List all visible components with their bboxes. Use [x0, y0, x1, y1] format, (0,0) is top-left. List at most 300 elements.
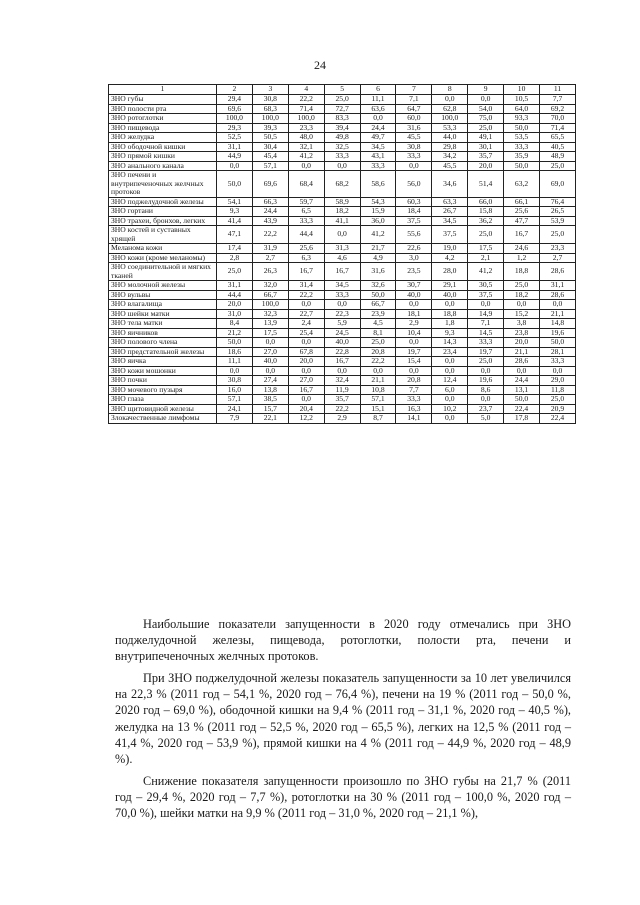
- table-cell: 0,0: [432, 395, 468, 405]
- table-cell: 4,2: [432, 253, 468, 263]
- table-cell: 3,0: [396, 253, 432, 263]
- table-cell: 32,6: [360, 281, 396, 291]
- table-row: [109, 376, 576, 386]
- table-cell: 6,3: [288, 253, 324, 263]
- table-cell: 33,3: [396, 395, 432, 405]
- table-cell: 12,4: [432, 376, 468, 386]
- table-cell: 20,8: [396, 376, 432, 386]
- table-cell: 49,7: [360, 133, 396, 143]
- table-cell: 37,5: [396, 216, 432, 226]
- table-cell: 14,8: [540, 319, 576, 329]
- table-cell: 28,6: [504, 357, 540, 367]
- table-cell: 41,2: [360, 226, 396, 244]
- table-cell: 33,3: [360, 161, 396, 171]
- table-cell: 0,0: [396, 161, 432, 171]
- table-cell: 36,0: [360, 216, 396, 226]
- table-cell: 53,3: [432, 123, 468, 133]
- row-label: ЗНО вульвы: [109, 290, 217, 300]
- row-label: Злокачественные лимфомы: [109, 414, 217, 424]
- paragraph: Снижение показателя запущенности произошло по ЗНО губы на 21,7 % (2011 год – 29,4 %, 2020 год – 7,7 %), ротоглотки на 30 % (2011 год – 100,0 %, 2020 год – 70,0 %), шейки матки на 9,9 % (2011 год – 31,0 %, 2020 год – 21,1 %),: [115, 773, 571, 821]
- column-header: 10: [504, 85, 540, 95]
- table-cell: 30,7: [396, 281, 432, 291]
- table-cell: 2,1: [468, 253, 504, 263]
- table-cell: 63,6: [360, 104, 396, 114]
- body-text: [115, 616, 571, 827]
- table-cell: 50,0: [360, 290, 396, 300]
- table-cell: 64,7: [396, 104, 432, 114]
- table-cell: 76,4: [540, 197, 576, 207]
- table-cell: 50,0: [217, 171, 253, 198]
- table-cell: 24,4: [252, 207, 288, 217]
- table-cell: 40,0: [432, 290, 468, 300]
- table-cell: 39,4: [324, 123, 360, 133]
- table-cell: 0,0: [432, 414, 468, 424]
- column-header: 8: [432, 85, 468, 95]
- table-row: [109, 207, 576, 217]
- table-cell: 68,3: [252, 104, 288, 114]
- table-cell: 0,0: [324, 226, 360, 244]
- table-cell: 27,0: [288, 376, 324, 386]
- table-cell: 11,8: [540, 385, 576, 395]
- table-cell: 33,3: [396, 152, 432, 162]
- table-cell: 5,0: [468, 414, 504, 424]
- row-label: ЗНО яичка: [109, 357, 217, 367]
- table-cell: 68,2: [324, 171, 360, 198]
- table-row: [109, 319, 576, 329]
- table-cell: 23,8: [504, 328, 540, 338]
- table-cell: 28,0: [432, 263, 468, 281]
- table-row: [109, 171, 576, 198]
- table-cell: 66,7: [252, 290, 288, 300]
- table-cell: 15,9: [360, 207, 396, 217]
- table-cell: 63,3: [432, 197, 468, 207]
- table-cell: 32,5: [324, 142, 360, 152]
- table-cell: 4,6: [324, 253, 360, 263]
- table-cell: 0,0: [360, 366, 396, 376]
- table-cell: 39,3: [252, 123, 288, 133]
- table-cell: 17,4: [217, 244, 253, 254]
- table-cell: 7,1: [468, 319, 504, 329]
- table-cell: 25,0: [324, 95, 360, 105]
- table-cell: 23,9: [360, 309, 396, 319]
- page-number: 24: [314, 58, 326, 72]
- table-row: [109, 395, 576, 405]
- table-cell: 33,3: [468, 338, 504, 348]
- table-cell: 49,8: [324, 133, 360, 143]
- row-label: ЗНО влагалища: [109, 300, 217, 310]
- table-cell: 21,1: [360, 376, 396, 386]
- table-cell: 18,8: [432, 309, 468, 319]
- row-label: ЗНО яичников: [109, 328, 217, 338]
- table-cell: 21,2: [217, 328, 253, 338]
- table-cell: 41,2: [468, 263, 504, 281]
- table-cell: 0,0: [432, 357, 468, 367]
- table-cell: 29,4: [217, 95, 253, 105]
- table-cell: 2,9: [324, 414, 360, 424]
- table-cell: 25,0: [540, 395, 576, 405]
- table-cell: 32,1: [288, 142, 324, 152]
- paragraph: Наибольшие показатели запущенности в 2020 году отмечались при ЗНО поджелудочной железы, пищевода, ротоглотки, полости рта, печени и внутрипеченочных желчных протоков.: [115, 617, 571, 664]
- table-cell: 66,1: [504, 197, 540, 207]
- row-label: ЗНО прямой кишки: [109, 152, 217, 162]
- table-cell: 20,0: [468, 161, 504, 171]
- table-cell: 0,0: [288, 300, 324, 310]
- column-header: 1: [109, 85, 217, 95]
- table-cell: 13,8: [252, 385, 288, 395]
- table-row: [109, 263, 576, 281]
- table-cell: 16,3: [396, 404, 432, 414]
- table-cell: 37,5: [432, 226, 468, 244]
- table-cell: 0,0: [217, 161, 253, 171]
- table-cell: 52,5: [217, 133, 253, 143]
- table-cell: 22,2: [288, 290, 324, 300]
- table-cell: 22,2: [360, 357, 396, 367]
- table-cell: 31,6: [396, 123, 432, 133]
- table-cell: 40,0: [396, 290, 432, 300]
- table-cell: 22,7: [288, 309, 324, 319]
- table-cell: 50,0: [504, 123, 540, 133]
- table-cell: 0,0: [324, 300, 360, 310]
- table-cell: 8,4: [217, 319, 253, 329]
- table-cell: 4,5: [360, 319, 396, 329]
- row-label: ЗНО поджелудочной железы: [109, 197, 217, 207]
- table-cell: 2,4: [288, 319, 324, 329]
- table-cell: 66,0: [468, 197, 504, 207]
- table-cell: 33,3: [540, 357, 576, 367]
- paragraph: При ЗНО поджелудочной железы показатель запущенности за 10 лет увеличился на 22,3 % (2011 год – 54,1 %, 2020 год – 76,4 %), печени на 19 % (2011 год – 50,0 %, 2020 год – 69,0 %), ободочной кишки на 9,4 % (2011 год – 31,1 %, 2020 год – 40,5 %), желудка на 13 % (2011 год – 52,5 %, 2020 год – 65,5 %), легких на 12,5 % (2011 год – 41,4 %, 2020 год – 53,9 %), прямой кишки на 4 % (2011 год – 44,9 %, 2020 год – 48,9 %).: [115, 671, 571, 766]
- table-body: [109, 95, 576, 424]
- table-cell: 3,8: [504, 319, 540, 329]
- table-cell: 10,4: [396, 328, 432, 338]
- table-cell: 47,1: [217, 226, 253, 244]
- table-cell: 10,2: [432, 404, 468, 414]
- table-cell: 7,1: [396, 95, 432, 105]
- table-cell: 45,5: [396, 133, 432, 143]
- table-cell: 17,5: [252, 328, 288, 338]
- row-label: ЗНО печени и внутрипеченочных желчных протоков: [109, 171, 217, 198]
- table-cell: 0,0: [288, 395, 324, 405]
- table-cell: 31,9: [252, 244, 288, 254]
- table-cell: 25,0: [504, 281, 540, 291]
- table-cell: 16,7: [324, 263, 360, 281]
- table-cell: 14,9: [468, 309, 504, 319]
- table-cell: 35,7: [468, 152, 504, 162]
- table-cell: 8,1: [360, 328, 396, 338]
- table-row: [109, 414, 576, 424]
- row-label: ЗНО желудка: [109, 133, 217, 143]
- column-header: 3: [252, 85, 288, 95]
- row-label: ЗНО щитовидной железы: [109, 404, 217, 414]
- table-cell: 70,0: [540, 114, 576, 124]
- table-cell: 25,0: [360, 338, 396, 348]
- table-cell: 31,6: [360, 263, 396, 281]
- table-cell: 65,5: [540, 133, 576, 143]
- table-cell: 20,0: [288, 357, 324, 367]
- table-cell: 16,7: [288, 385, 324, 395]
- table-cell: 25,0: [540, 226, 576, 244]
- table-cell: 48,0: [288, 133, 324, 143]
- table-cell: 22,2: [252, 226, 288, 244]
- table-cell: 23,7: [468, 404, 504, 414]
- table-cell: 9,3: [432, 328, 468, 338]
- table-cell: 40,0: [324, 338, 360, 348]
- table-cell: 69,0: [540, 171, 576, 198]
- table-cell: 4,9: [360, 253, 396, 263]
- table-cell: 26,7: [432, 207, 468, 217]
- table-cell: 0,0: [252, 338, 288, 348]
- table-cell: 83,3: [324, 114, 360, 124]
- row-label: ЗНО пищевода: [109, 123, 217, 133]
- row-label: ЗНО кожи мошонки: [109, 366, 217, 376]
- table-cell: 2,8: [217, 253, 253, 263]
- table-cell: 19,6: [468, 376, 504, 386]
- table-cell: 5,9: [324, 319, 360, 329]
- row-label: ЗНО губы: [109, 95, 217, 105]
- table-cell: 23,4: [432, 347, 468, 357]
- table-cell: 31,3: [324, 244, 360, 254]
- table-cell: 11,1: [360, 95, 396, 105]
- table-cell: 19,6: [540, 328, 576, 338]
- row-label: ЗНО кожи (кроме меланомы): [109, 253, 217, 263]
- table-cell: 22,6: [396, 244, 432, 254]
- table-cell: 22,8: [324, 347, 360, 357]
- table-cell: 31,0: [217, 309, 253, 319]
- table-row: [109, 133, 576, 143]
- column-header: 4: [288, 85, 324, 95]
- table-header-row: [109, 85, 576, 95]
- table-cell: 0,0: [360, 114, 396, 124]
- table-cell: 50,0: [540, 338, 576, 348]
- table-cell: 22,4: [540, 414, 576, 424]
- table-cell: 15,1: [360, 404, 396, 414]
- table-cell: 2,7: [540, 253, 576, 263]
- table-cell: 18,1: [396, 309, 432, 319]
- table-cell: 40,5: [540, 142, 576, 152]
- table-cell: 34,5: [324, 281, 360, 291]
- row-label: ЗНО предстательной железы: [109, 347, 217, 357]
- table-cell: 13,1: [504, 385, 540, 395]
- table-cell: 47,7: [504, 216, 540, 226]
- table-cell: 26,3: [252, 263, 288, 281]
- table-cell: 100,0: [252, 114, 288, 124]
- table-cell: 0,0: [468, 300, 504, 310]
- table-row: [109, 338, 576, 348]
- table-cell: 32,3: [252, 309, 288, 319]
- table-cell: 18,2: [324, 207, 360, 217]
- table-cell: 17,5: [468, 244, 504, 254]
- row-label: ЗНО тела матки: [109, 319, 217, 329]
- table-cell: 51,4: [468, 171, 504, 198]
- table-cell: 18,6: [217, 347, 253, 357]
- table-cell: 66,3: [252, 197, 288, 207]
- table-cell: 20,9: [540, 404, 576, 414]
- column-header: 7: [396, 85, 432, 95]
- table-cell: 0,0: [252, 366, 288, 376]
- table-cell: 69,6: [217, 104, 253, 114]
- table-cell: 29,8: [432, 142, 468, 152]
- table-cell: 10,8: [360, 385, 396, 395]
- table-cell: 23,3: [288, 123, 324, 133]
- table-cell: 34,5: [360, 142, 396, 152]
- table-cell: 30,8: [252, 95, 288, 105]
- table-cell: 19,7: [396, 347, 432, 357]
- table-cell: 7,7: [540, 95, 576, 105]
- table-cell: 34,2: [432, 152, 468, 162]
- table-cell: 72,7: [324, 104, 360, 114]
- table-cell: 32,4: [324, 376, 360, 386]
- table-cell: 43,1: [360, 152, 396, 162]
- table-cell: 58,9: [324, 197, 360, 207]
- table-cell: 35,7: [324, 395, 360, 405]
- table-cell: 0,0: [432, 95, 468, 105]
- table-cell: 19,7: [468, 347, 504, 357]
- table-row: [109, 244, 576, 254]
- table-cell: 7,7: [396, 385, 432, 395]
- table-cell: 0,0: [432, 366, 468, 376]
- row-label: ЗНО гортани: [109, 207, 217, 217]
- table-cell: 53,5: [504, 133, 540, 143]
- table-cell: 29,3: [217, 123, 253, 133]
- table-cell: 25,0: [540, 161, 576, 171]
- table-cell: 33,3: [324, 290, 360, 300]
- table-cell: 0,0: [504, 366, 540, 376]
- row-label: ЗНО ротоглотки: [109, 114, 217, 124]
- table-cell: 2,9: [396, 319, 432, 329]
- table-cell: 31,4: [288, 281, 324, 291]
- table-cell: 9,3: [217, 207, 253, 217]
- table-row: [109, 152, 576, 162]
- table-cell: 50,0: [217, 338, 253, 348]
- table-cell: 15,7: [252, 404, 288, 414]
- table-cell: 22,1: [252, 414, 288, 424]
- table-row: [109, 300, 576, 310]
- table-cell: 0,0: [468, 395, 504, 405]
- table-cell: 71,4: [540, 123, 576, 133]
- column-header: 5: [324, 85, 360, 95]
- table-cell: 33,3: [288, 216, 324, 226]
- table-cell: 33,3: [324, 152, 360, 162]
- table-cell: 25,0: [468, 357, 504, 367]
- table-cell: 62,8: [432, 104, 468, 114]
- table-cell: 21,7: [360, 244, 396, 254]
- column-header: 2: [217, 85, 253, 95]
- table-cell: 1,2: [504, 253, 540, 263]
- table-cell: 0,0: [504, 300, 540, 310]
- table-cell: 0,0: [217, 366, 253, 376]
- table-cell: 30,8: [217, 376, 253, 386]
- table-cell: 20,4: [288, 404, 324, 414]
- table-cell: 44,9: [217, 152, 253, 162]
- table-cell: 49,1: [468, 133, 504, 143]
- table-cell: 71,4: [288, 104, 324, 114]
- table-cell: 100,0: [432, 114, 468, 124]
- column-header: 9: [468, 85, 504, 95]
- table-cell: 0,0: [540, 300, 576, 310]
- table-cell: 60,0: [396, 114, 432, 124]
- table-cell: 15,8: [468, 207, 504, 217]
- table-cell: 25,6: [288, 244, 324, 254]
- table-cell: 28,6: [540, 263, 576, 281]
- table-row: [109, 161, 576, 171]
- table-cell: 27,4: [252, 376, 288, 386]
- table-cell: 11,9: [324, 385, 360, 395]
- table-cell: 14,5: [468, 328, 504, 338]
- table-cell: 28,6: [540, 290, 576, 300]
- table-row: [109, 226, 576, 244]
- table-cell: 67,8: [288, 347, 324, 357]
- table-cell: 0,0: [396, 338, 432, 348]
- table-cell: 68,4: [288, 171, 324, 198]
- table-cell: 55,6: [396, 226, 432, 244]
- table-cell: 20,0: [504, 338, 540, 348]
- table-cell: 18,2: [504, 290, 540, 300]
- table-cell: 100,0: [252, 300, 288, 310]
- table-cell: 20,0: [217, 300, 253, 310]
- table-cell: 33,3: [504, 142, 540, 152]
- table-cell: 0,0: [468, 95, 504, 105]
- table-cell: 22,4: [504, 404, 540, 414]
- row-label: Меланома кожи: [109, 244, 217, 254]
- table-cell: 41,1: [324, 216, 360, 226]
- row-label: ЗНО шейки матки: [109, 309, 217, 319]
- table-cell: 8,6: [468, 385, 504, 395]
- table-cell: 53,9: [540, 216, 576, 226]
- table-cell: 16,7: [288, 263, 324, 281]
- table-cell: 31,1: [217, 142, 253, 152]
- table-cell: 25,0: [217, 263, 253, 281]
- table-cell: 50,0: [504, 161, 540, 171]
- table-cell: 0,0: [396, 366, 432, 376]
- table-row: [109, 95, 576, 105]
- table-row: [109, 281, 576, 291]
- table-cell: 34,6: [432, 171, 468, 198]
- table-cell: 0,0: [432, 300, 468, 310]
- table-cell: 14,1: [396, 414, 432, 424]
- table-cell: 28,1: [540, 347, 576, 357]
- row-label: ЗНО мочевого пузыря: [109, 385, 217, 395]
- table-cell: 0,0: [324, 161, 360, 171]
- table-row: [109, 357, 576, 367]
- table-cell: 69,2: [540, 104, 576, 114]
- table-row: [109, 114, 576, 124]
- table-cell: 27,0: [252, 347, 288, 357]
- row-label: ЗНО глаза: [109, 395, 217, 405]
- table-cell: 0,0: [288, 338, 324, 348]
- table-cell: 16,7: [504, 226, 540, 244]
- table-cell: 0,0: [288, 161, 324, 171]
- table-cell: 48,9: [540, 152, 576, 162]
- table-cell: 41,2: [288, 152, 324, 162]
- table-cell: 57,1: [252, 161, 288, 171]
- table-cell: 57,1: [360, 395, 396, 405]
- table-cell: 26,5: [540, 207, 576, 217]
- table-cell: 40,0: [252, 357, 288, 367]
- table-cell: 30,4: [252, 142, 288, 152]
- table-cell: 18,8: [504, 263, 540, 281]
- table-cell: 22,2: [324, 404, 360, 414]
- table-cell: 37,5: [468, 290, 504, 300]
- table-cell: 25,0: [468, 226, 504, 244]
- table-cell: 36,2: [468, 216, 504, 226]
- table-cell: 1,8: [432, 319, 468, 329]
- table-cell: 34,5: [432, 216, 468, 226]
- row-label: ЗНО полового члена: [109, 338, 217, 348]
- table-cell: 17,8: [504, 414, 540, 424]
- table-cell: 25,4: [288, 328, 324, 338]
- table-cell: 24,4: [360, 123, 396, 133]
- table-cell: 21,1: [504, 347, 540, 357]
- table-cell: 11,1: [217, 357, 253, 367]
